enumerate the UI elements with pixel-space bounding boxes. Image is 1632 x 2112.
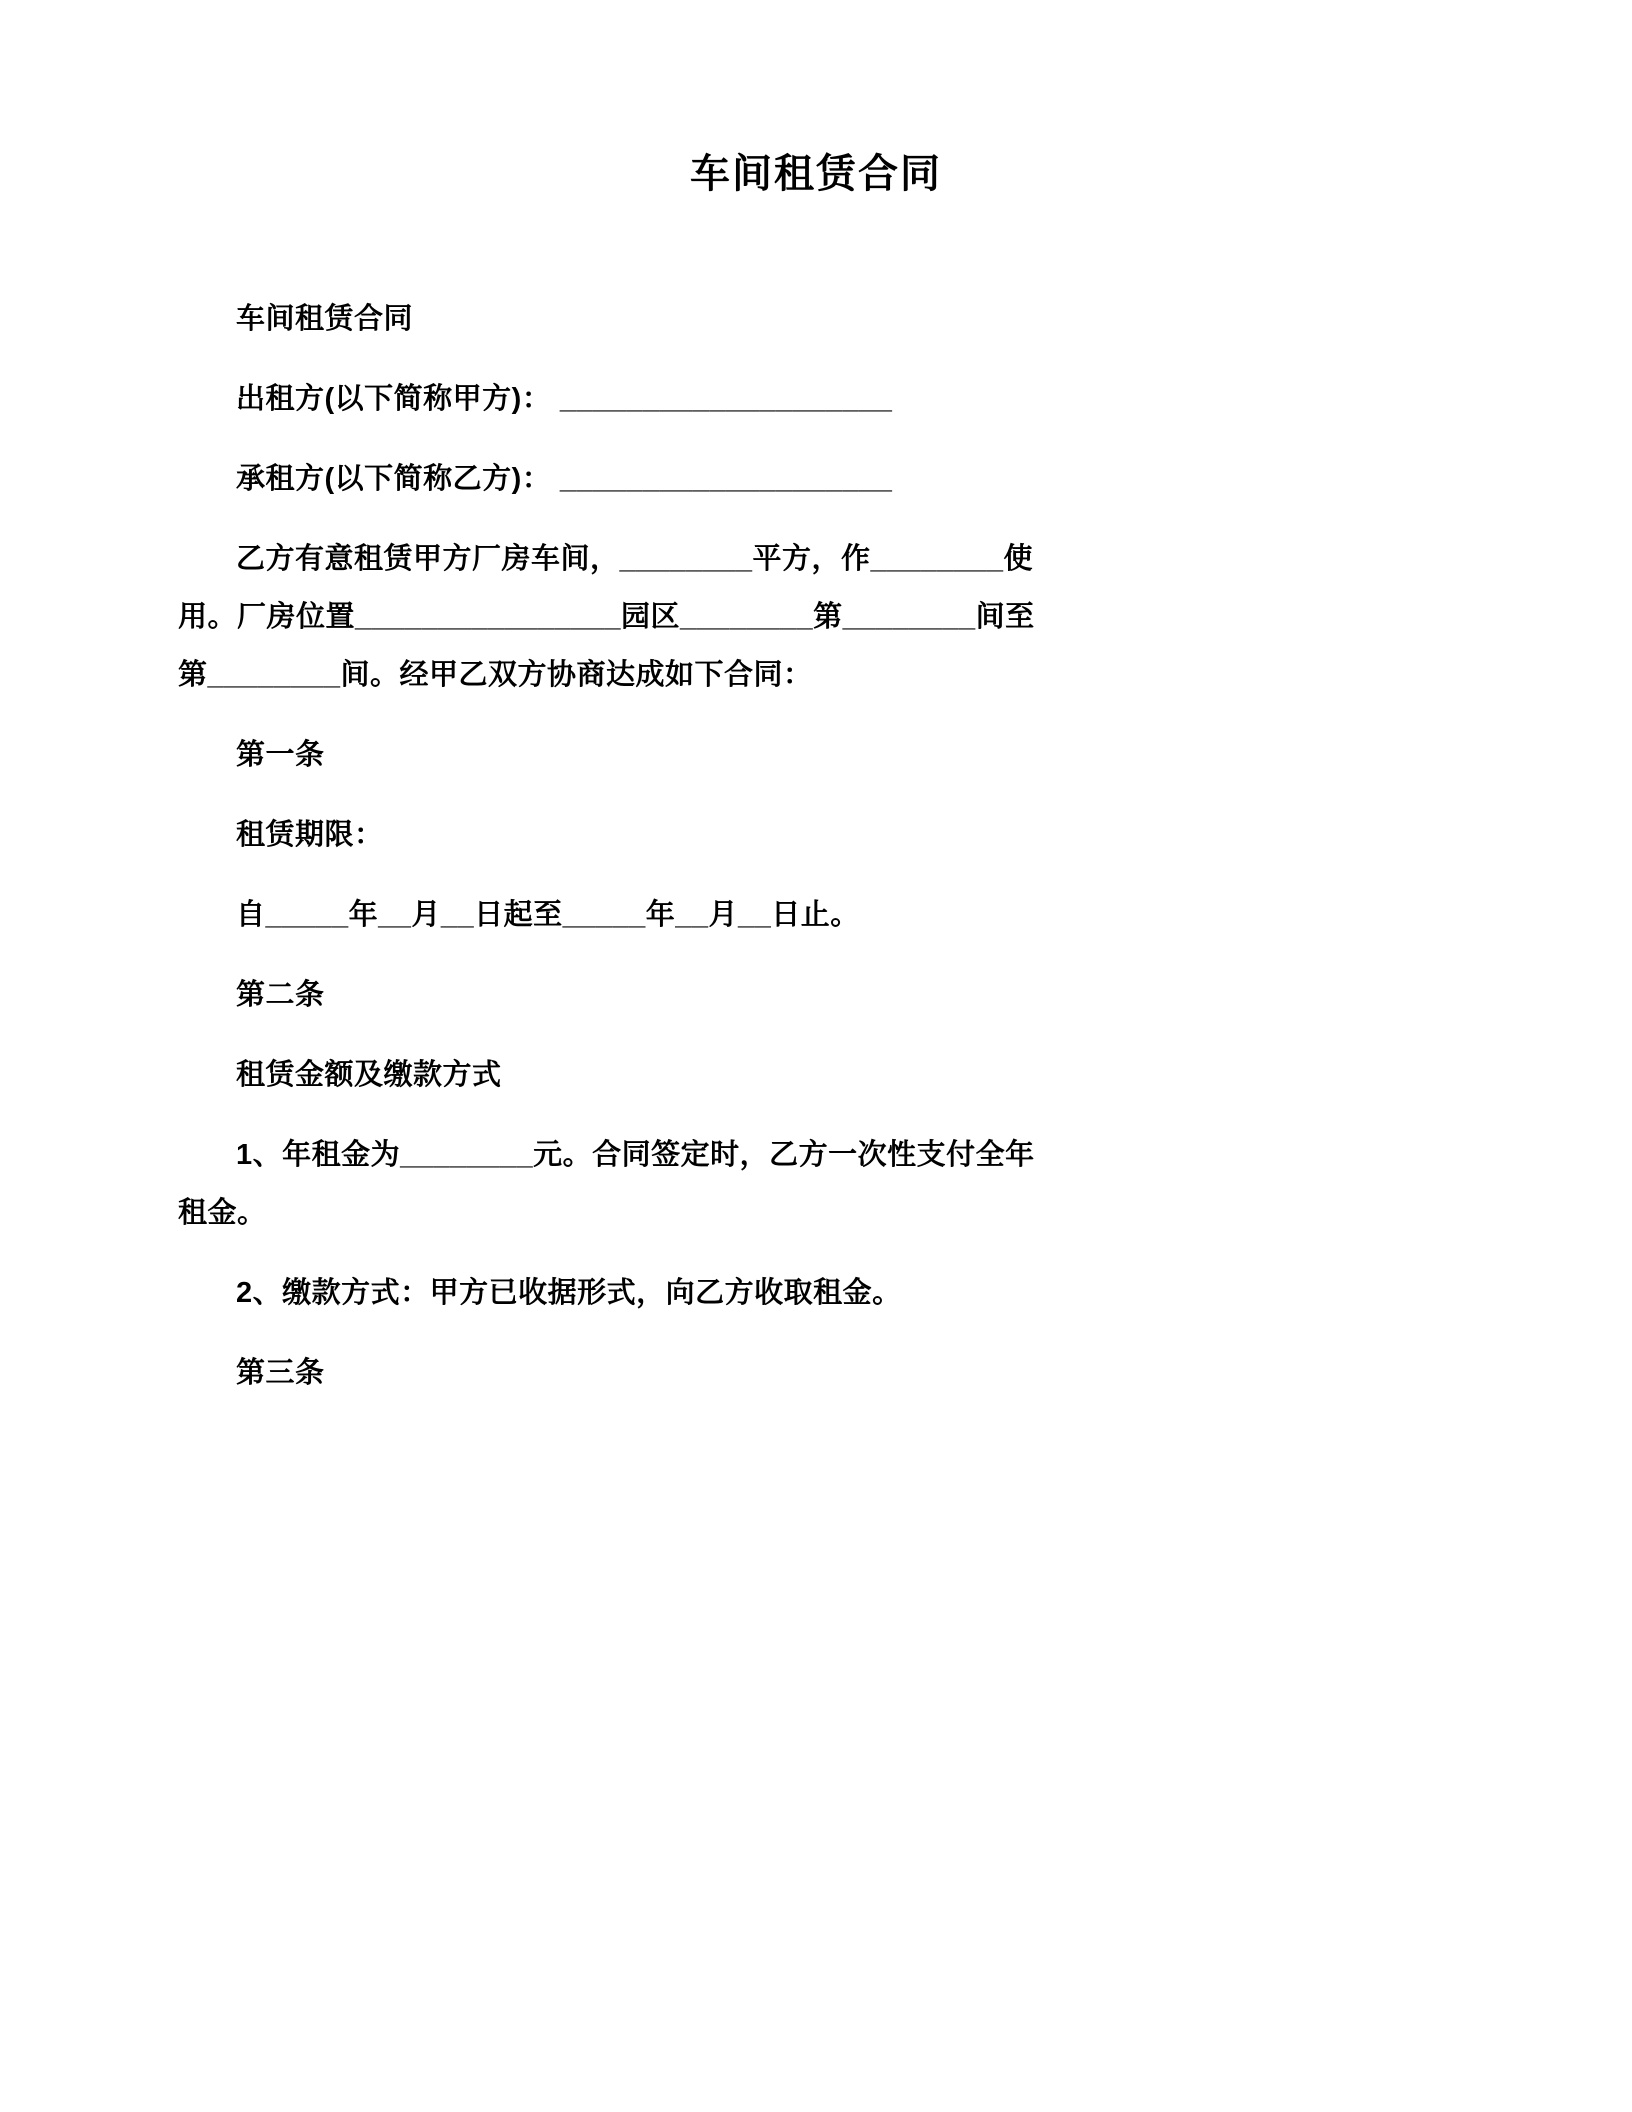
article-2-heading: 第二条 <box>236 979 325 1011</box>
lessor-line: 出租方(以下简称甲方)： ____________________ <box>236 383 893 415</box>
rent-section-title: 租赁金额及缴款方式 <box>236 1059 502 1091</box>
document-body <box>178 290 1063 1402</box>
article-1-heading: 第一条 <box>236 739 325 771</box>
lessee-line: 承租方(以下简称乙方)： ____________________ <box>236 463 893 495</box>
lease-term-label: 租赁期限： <box>236 819 384 851</box>
lease-term-dates: 自_____年__月__日起至_____年__月__日止。 <box>236 899 860 931</box>
article-3-heading: 第三条 <box>236 1357 325 1389</box>
rent-clause: 1、年租金为________元。合同签定时，乙方一次性支付全年租金。 <box>178 1139 1035 1229</box>
document-title: 车间租赁合同 <box>690 152 942 196</box>
document-subtitle: 车间租赁合同 <box>236 303 414 335</box>
intro-paragraph: 乙方有意租赁甲方厂房车间，________平方，作________使用。厂房位置________________园区________第________间至第________间。经甲乙双方协商达成如下合同： <box>178 543 1035 691</box>
payment-clause: 2、缴款方式：甲方已收据形式，向乙方收取租金。 <box>236 1277 902 1309</box>
